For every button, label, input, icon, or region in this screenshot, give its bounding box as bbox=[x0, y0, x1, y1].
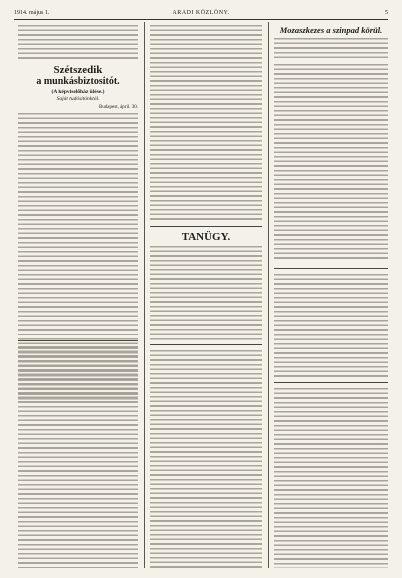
article-text bbox=[18, 25, 138, 61]
page-header bbox=[14, 8, 388, 18]
article-headline-line2: a munkásbiztositót. bbox=[36, 76, 120, 87]
article-text bbox=[274, 64, 388, 260]
article-text bbox=[150, 246, 262, 340]
header-rule bbox=[14, 19, 388, 20]
section-heading-tanugy: TANÜGY. bbox=[181, 231, 231, 243]
article-subtitle: (A képviselőház ülése.) bbox=[51, 89, 105, 95]
article-text bbox=[274, 274, 388, 378]
page-number: 5 bbox=[385, 10, 388, 16]
article-headline: Szétszedik bbox=[53, 64, 103, 76]
column-divider bbox=[268, 22, 269, 568]
issue-date: 1914. május 1. bbox=[14, 10, 50, 16]
article-separator bbox=[274, 268, 388, 269]
article-text bbox=[150, 350, 262, 568]
article-text bbox=[18, 113, 138, 335]
article-separator bbox=[150, 344, 262, 345]
article-dateline: Budapest, ápril. 30. bbox=[98, 105, 138, 110]
column-heading: Mozaszkezes a szinpad körül. bbox=[279, 25, 383, 35]
article-byline: Saját tudósitónktól. bbox=[56, 96, 100, 102]
article-text bbox=[274, 38, 388, 60]
article-separator bbox=[150, 226, 262, 227]
column-divider bbox=[144, 22, 145, 568]
article-text bbox=[150, 25, 262, 221]
article-text bbox=[274, 388, 388, 568]
article-separator bbox=[18, 340, 138, 341]
article-separator bbox=[274, 382, 388, 383]
article-text bbox=[18, 346, 138, 568]
publication-title: ARADI KÖZLÖNY. bbox=[172, 10, 230, 16]
